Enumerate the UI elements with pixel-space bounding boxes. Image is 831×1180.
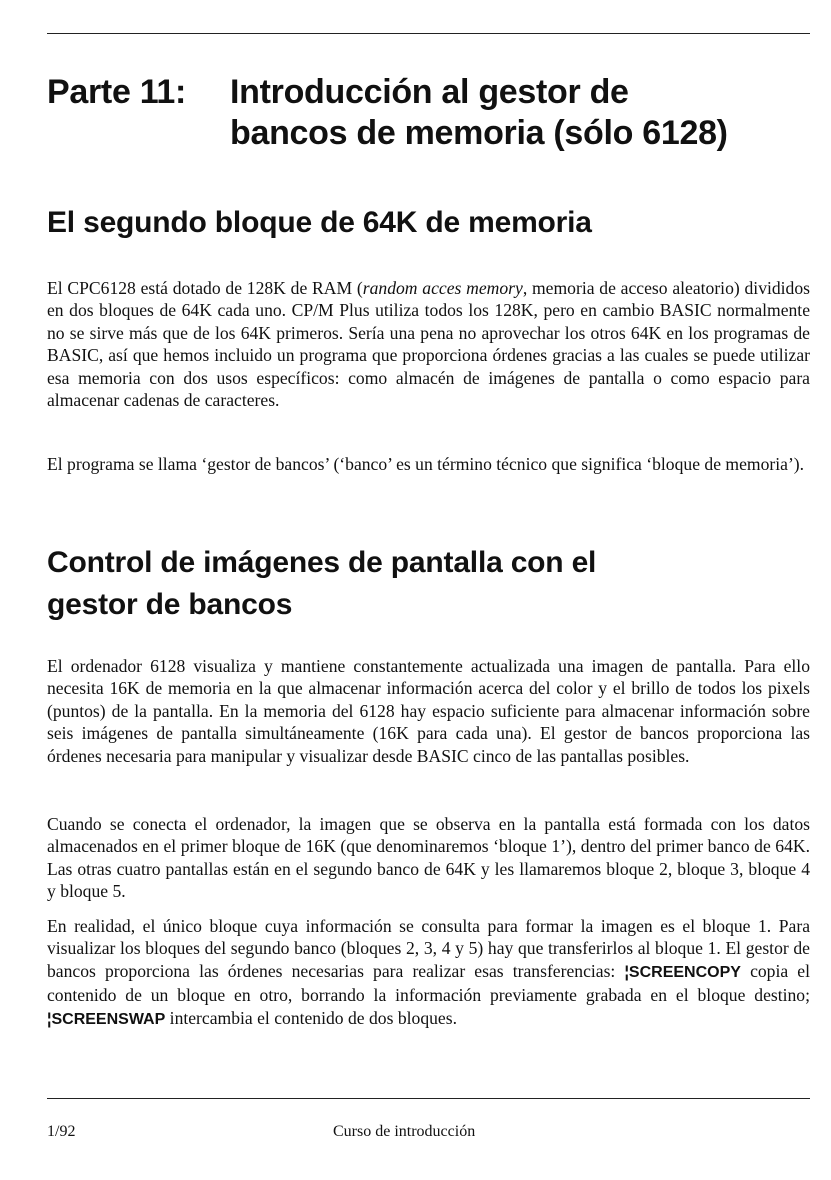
- paragraph-cpc6128-ram: [47, 277, 810, 411]
- chapter-title-line-2: bancos de memoria (sólo 6128): [230, 114, 728, 152]
- page-number: 1/92: [47, 1123, 76, 1140]
- section-heading-line-1: Control de imágenes de pantalla con el: [47, 546, 597, 579]
- section-heading-second-block: El segundo bloque de 64K de memoria: [47, 206, 592, 239]
- course-title: Curso de introducción: [333, 1123, 476, 1140]
- emphasis-text: random acces memory: [362, 278, 523, 298]
- paragraph-power-on: Cuando se conecta el ordenador, la imagen que se observa en la pantalla está formada con los datos almacenados en el primer bloque de 16K (que denominaremos ‘bloque 1’), dentro del primer banco de 64K. Las otras cuatro pantallas están en el segundo banco de 64K y les llamaremos bloque 2, bloque 3, bloque 4 y bloque 5.: [47, 814, 810, 902]
- paragraph-text: , memoria de acceso aleatorio) divididos en dos bloques de 64K cada uno. CP/M Plus utiliza todos los 128K, pero en cambio BASIC normalmente no se sirve más que de los 64K primeros. Sería una pena no aprovechar los otros 64K en los programas de BASIC, así que hemos incluido un programa que proporciona órdenes gracias a las cuales se puede utilizar esa memoria con dos usos específicos: como almacén de imágenes de pantalla o como espacio para almacenar cadenas de caracteres.: [47, 278, 810, 411]
- paragraph-text: El CPC6128 está dotado de 128K de RAM (: [47, 278, 363, 298]
- paragraph-screen-memory: El ordenador 6128 visualiza y mantiene constantemente actualizada una imagen de pantalla. Para ello necesita 16K de memoria en la que almacenar información acerca del color y el brillo de todos los pixels (puntos) de la pantalla. En la memoria del 6128 hay espacio suficiente para almacenar información sobre seis imágenes de pantalla simultáneamente (16K para cada una). El gestor de bancos proporciona las órdenes necesaria para manipular y visualizar desde BASIC cinco de las pantallas posibles.: [47, 656, 810, 766]
- chapter-title-line-1: Introducción al gestor de: [230, 73, 629, 111]
- command-screenswap: ¦SCREENSWAP: [47, 1010, 166, 1028]
- paragraph-program-name: El programa se llama ‘gestor de bancos’ (‘banco’ es un término técnico que significa ‘bloque de memoria’).: [47, 454, 805, 474]
- chapter-part-label: Parte 11:: [47, 73, 187, 111]
- paragraph-text: En realidad, el único bloque cuya información se consulta para formar la imagen es el bloque 1. Para visualizar los bloques del segundo banco (bloques 2, 3, 4 y 5) hay que transferirlos al bloque 1. El gestor de bancos proporciona las órdenes necesarias para realizar esas transferencias:: [47, 916, 810, 981]
- section-heading-screen-control: [47, 542, 817, 626]
- bottom-rule: [47, 1098, 810, 1099]
- command-screencopy: ¦SCREENCOPY: [624, 963, 741, 981]
- paragraph-transfers: [47, 915, 810, 1031]
- top-rule: [47, 33, 810, 34]
- paragraph-text: intercambia el contenido de dos bloques.: [165, 1007, 457, 1028]
- paragraph-text: copia el contenido de un bloque en otro, borrando la información previamente grabada en el bloque destino;: [47, 960, 811, 1006]
- section-heading-line-2: gestor de bancos: [47, 588, 293, 621]
